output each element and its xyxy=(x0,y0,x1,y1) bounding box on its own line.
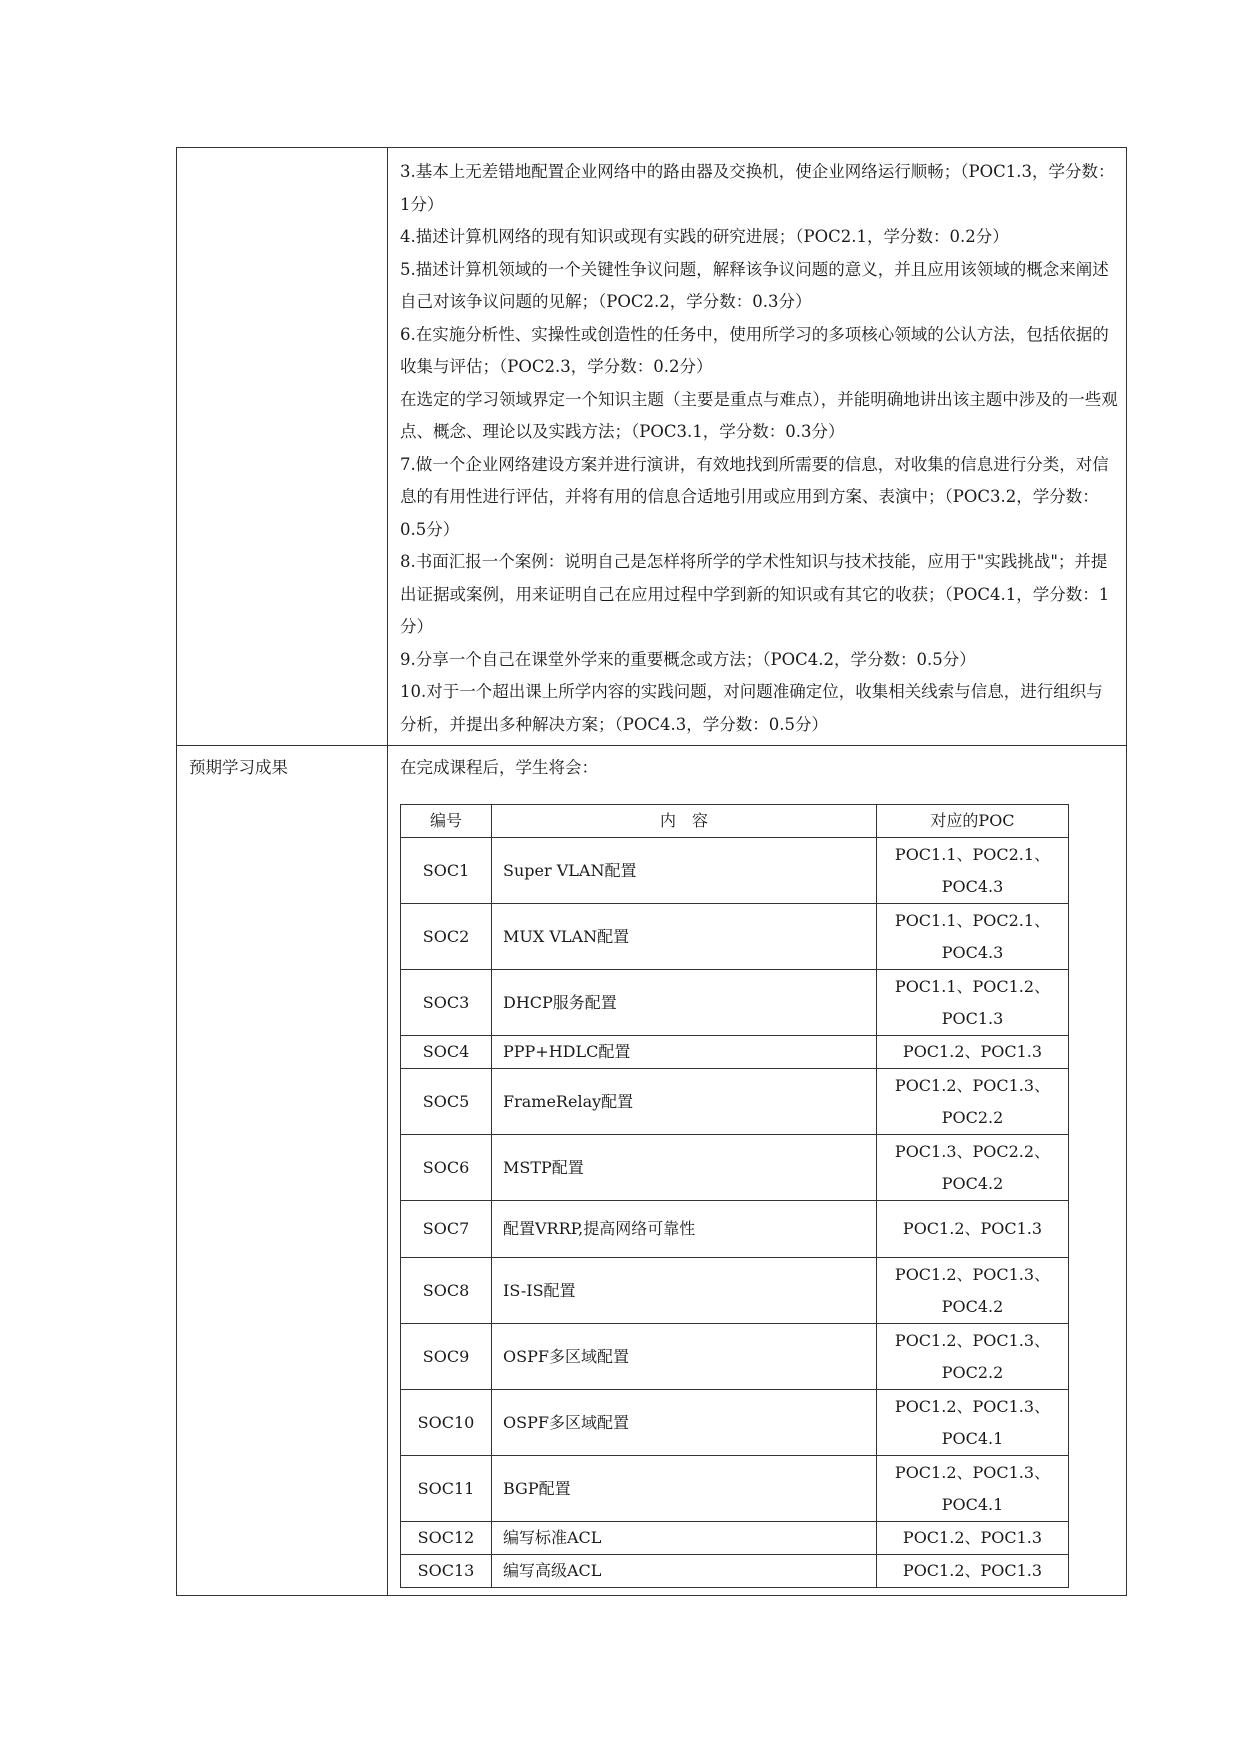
soc-id: SOC7 xyxy=(401,1201,492,1258)
header-id: 编号 xyxy=(401,805,492,838)
soc-id: SOC9 xyxy=(401,1324,492,1390)
goals-row xyxy=(177,148,1127,746)
soc-poc xyxy=(877,1135,1069,1201)
goal-item: 在选定的学习领域界定一个知识主题（主要是重点与难点），并能明确地讲出该主题中涉及的一些观点、概念、理论以及实践方法；（POC3.1，学分数：0.3分） xyxy=(400,389,1118,441)
soc-poc xyxy=(877,1456,1069,1522)
poc-line: POC4.2 xyxy=(941,1173,1004,1193)
poc-line: POC4.3 xyxy=(941,942,1004,962)
soc-id: SOC6 xyxy=(401,1135,492,1201)
outcomes-label: 预期学习成果 xyxy=(189,758,288,777)
goal-item: 7.做一个企业网络建设方案并进行演讲，有效地找到所需要的信息，对收集的信息进行分类，对信息的有用性进行评估，并将有用的信息合适地引用或应用到方案、表演中；（POC3.2，学分数：0.5分） xyxy=(400,454,1109,539)
soc-content: BGP配置 xyxy=(492,1456,877,1522)
poc-line: POC1.2、POC1.3 xyxy=(902,1561,1043,1580)
poc-line: POC1.2、POC1.3 xyxy=(902,1219,1043,1238)
table-row xyxy=(401,1390,1069,1456)
outcomes-row xyxy=(177,746,1127,1596)
poc-line: POC1.2、POC1.3、 xyxy=(894,1264,1051,1284)
soc-content: 配置VRRP,提高网络可靠性 xyxy=(492,1201,877,1258)
outcomes-label-cell xyxy=(177,746,388,1596)
poc-line: POC1.1、POC2.1、 xyxy=(894,910,1051,930)
soc-content: OSPF多区域配置 xyxy=(492,1324,877,1390)
header-poc: 对应的POC xyxy=(877,805,1069,838)
soc-content: OSPF多区域配置 xyxy=(492,1390,877,1456)
soc-id: SOC10 xyxy=(401,1390,492,1456)
poc-line: POC2.2 xyxy=(941,1107,1004,1127)
poc-line: POC1.1、POC1.2、 xyxy=(894,976,1051,996)
poc-line: POC1.2、POC1.3、 xyxy=(894,1330,1051,1350)
goal-item: 4.描述计算机网络的现有知识或现有实践的研究进展；（POC2.1，学分数：0.2分） xyxy=(400,227,1009,246)
soc-content: PPP+HDLC配置 xyxy=(492,1036,877,1069)
goal-item: 6.在实施分析性、实操性或创造性的任务中，使用所学习的多项核心领域的公认方法，包括依据的收集与评估；（POC2.3，学分数：0.2分） xyxy=(400,324,1109,376)
soc-poc xyxy=(877,904,1069,970)
poc-line: POC1.3、POC2.2、 xyxy=(894,1141,1051,1161)
soc-id: SOC13 xyxy=(401,1555,492,1588)
poc-line: POC2.2 xyxy=(941,1362,1004,1382)
goals-cell xyxy=(388,148,1127,746)
poc-line: POC4.1 xyxy=(941,1494,1004,1514)
poc-line: POC4.1 xyxy=(941,1428,1004,1448)
goal-item: 3.基本上无差错地配置企业网络中的路由器及交换机，使企业网络运行顺畅；（POC1.3，学分数：1分） xyxy=(400,162,1115,214)
table-row xyxy=(401,970,1069,1036)
poc-line: POC1.1、POC2.1、 xyxy=(894,844,1051,864)
soc-poc xyxy=(877,1324,1069,1390)
table-row xyxy=(401,1036,1069,1069)
soc-poc xyxy=(877,1555,1069,1588)
header-content: 内 容 xyxy=(492,805,877,838)
table-row xyxy=(401,904,1069,970)
goals-list xyxy=(388,148,1126,745)
goals-label-cell xyxy=(177,148,388,746)
soc-content: 编写标准ACL xyxy=(492,1522,877,1555)
table-row xyxy=(401,1258,1069,1324)
soc-content: FrameRelay配置 xyxy=(492,1069,877,1135)
table-row xyxy=(401,1324,1069,1390)
soc-content: IS-IS配置 xyxy=(492,1258,877,1324)
soc-id: SOC11 xyxy=(401,1456,492,1522)
soc-id: SOC3 xyxy=(401,970,492,1036)
poc-line: POC1.2、POC1.3 xyxy=(902,1042,1043,1061)
soc-poc xyxy=(877,1036,1069,1069)
outcomes-cell xyxy=(388,746,1127,1596)
outcomes-table xyxy=(400,804,1069,1588)
poc-line: POC4.3 xyxy=(941,876,1004,896)
soc-poc xyxy=(877,838,1069,904)
goal-item: 10.对于一个超出课上所学内容的实践问题，对问题准确定位，收集相关线索与信息，进行组织与分析，并提出多种解决方案；（POC4.3，学分数：0.5分） xyxy=(400,682,1103,734)
poc-line: POC1.2、POC1.3 xyxy=(902,1528,1043,1547)
soc-poc xyxy=(877,970,1069,1036)
soc-poc xyxy=(877,1390,1069,1456)
goal-item: 5.描述计算机领域的一个关键性争议问题，解释该争议问题的意义，并且应用该领域的概念来阐述自己对该争议问题的见解；（POC2.2，学分数：0.3分） xyxy=(400,259,1109,311)
soc-content: MUX VLAN配置 xyxy=(492,904,877,970)
soc-id: SOC2 xyxy=(401,904,492,970)
table-bottom-spacer xyxy=(388,1588,1126,1595)
outcomes-intro: 在完成课程后，学生将会： xyxy=(400,758,598,777)
poc-line: POC1.2、POC1.3、 xyxy=(894,1396,1051,1416)
soc-id: SOC4 xyxy=(401,1036,492,1069)
soc-poc xyxy=(877,1522,1069,1555)
soc-content: MSTP配置 xyxy=(492,1135,877,1201)
soc-id: SOC8 xyxy=(401,1258,492,1324)
table-row xyxy=(401,1456,1069,1522)
soc-content: 编写高级ACL xyxy=(492,1555,877,1588)
poc-line: POC1.2、POC1.3、 xyxy=(894,1462,1051,1482)
soc-poc xyxy=(877,1258,1069,1324)
outcomes-header-row xyxy=(401,805,1069,838)
soc-content: DHCP服务配置 xyxy=(492,970,877,1036)
goal-item: 9.分享一个自己在课堂外学来的重要概念或方法；（POC4.2，学分数：0.5分） xyxy=(400,649,976,669)
table-row xyxy=(401,838,1069,904)
soc-id: SOC12 xyxy=(401,1522,492,1555)
course-outline-table xyxy=(176,147,1127,1596)
table-row xyxy=(401,1135,1069,1201)
soc-id: SOC1 xyxy=(401,838,492,904)
poc-line: POC4.2 xyxy=(941,1296,1004,1316)
table-row xyxy=(401,1201,1069,1258)
soc-content: Super VLAN配置 xyxy=(492,838,877,904)
goal-item: 8.书面汇报一个案例：说明自己是怎样将所学的学术性知识与技术技能，应用于"实践挑战"；并提出证据或案例，用来证明自己在应用过程中学到新的知识或有其它的收获；（POC4.1，学分数：1分） xyxy=(400,552,1110,636)
soc-id: SOC5 xyxy=(401,1069,492,1135)
poc-line: POC1.3 xyxy=(941,1008,1004,1028)
table-row xyxy=(401,1522,1069,1555)
soc-poc xyxy=(877,1069,1069,1135)
table-row xyxy=(401,1555,1069,1588)
poc-line: POC1.2、POC1.3、 xyxy=(894,1075,1051,1095)
soc-poc xyxy=(877,1201,1069,1258)
table-row xyxy=(401,1069,1069,1135)
